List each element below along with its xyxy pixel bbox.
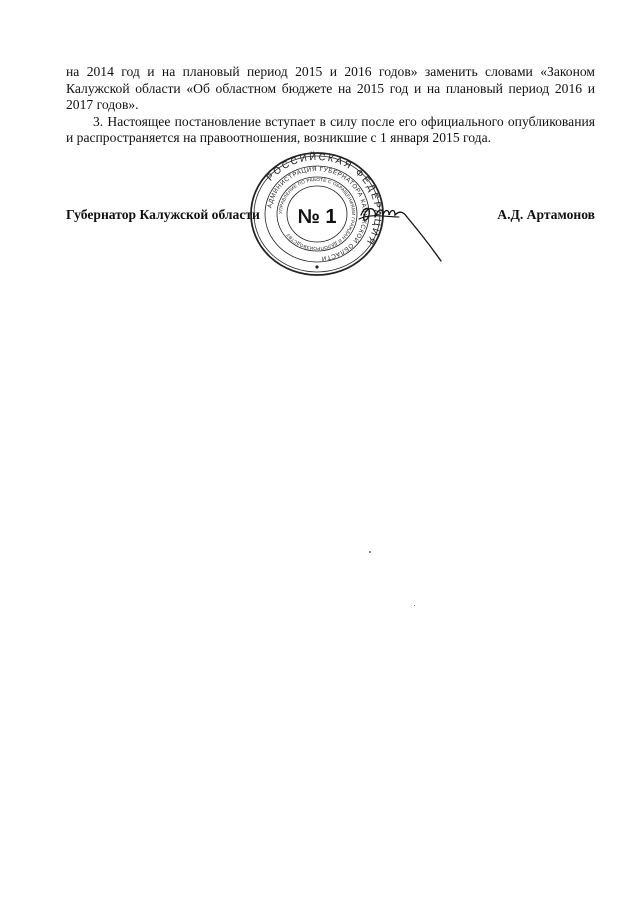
seal-inner-text: УПРАВЛЕНИЕ ПО РАБОТЕ С ОБРАЩЕНИЯМИ ГРАЖДАН И ДЕЛОПРОИЗВОДСТВУ: [277, 176, 357, 252]
handwritten-signature: [355, 195, 450, 265]
seal-number: № 1: [297, 206, 337, 228]
document-body: [66, 64, 595, 147]
seal-middle-text: АДМИНИСТРАЦИЯ ГУБЕРНАТОРА КАЛУЖСКОЙ ОБЛАСТИ: [266, 165, 369, 262]
scan-speck: [414, 605, 415, 606]
paragraph-continuation: на 2014 год и на плановый период 2015 и 2016 годов» заменить словами «Законом Калужской области «Об областном бюджете на 2015 год и на плановый период 2016 и 2017 годов».: [66, 64, 595, 113]
signatory-name: А.Д. Артамонов: [497, 207, 595, 222]
seal-outer-text: РОССИЙСКАЯ ФЕДЕРАЦИЯ: [264, 151, 384, 248]
signatory-position: Губернатор Калужской области: [66, 207, 260, 222]
seal-dot: [315, 265, 318, 268]
scan-speck: [369, 551, 371, 553]
paragraph-effective-date: 3. Настоящее постановление вступает в силу после его официального опубликования и распространяется на правоотношения, возникшие с 1 января 2015 года.: [66, 113, 595, 146]
